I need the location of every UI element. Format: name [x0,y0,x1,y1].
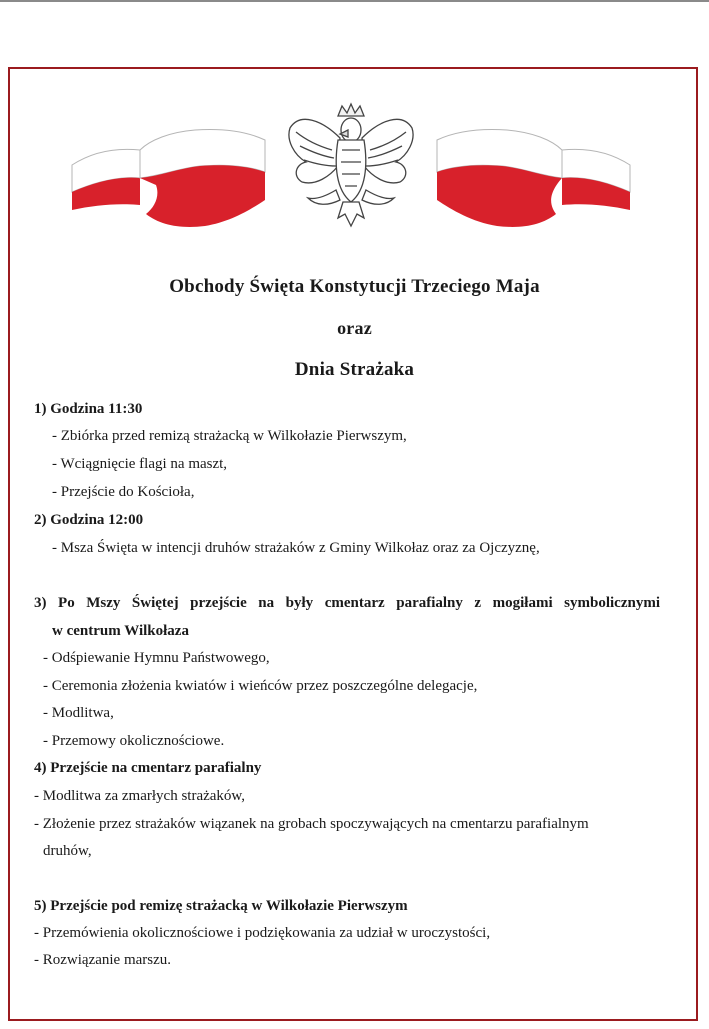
section-4-item-cont: druhów, [43,843,92,859]
section-3-item: - Modlitwa, [43,705,114,721]
title-line-2: oraz [337,318,372,338]
section-3-heading: 3) Po Mszy Świętej przejście na były cmentarz parafialny z mogiłami symbolicznymi [34,595,660,611]
section-2-item: - Msza Święta w intencji druhów strażaków z Gminy Wilkołaz oraz za Ojczyznę, [52,540,540,556]
title-line-1: Obchody Święta Konstytucji Trzeciego Maja [169,276,540,297]
section-5-item: - Rozwiązanie marszu. [34,952,172,968]
section-1-item: - Przejście do Kościoła, [52,484,195,500]
section-4-item: - Złożenie przez strażaków wiązanek na grobach spoczywających na cmentarzu parafialnym [34,816,589,832]
section-2-heading: 2) Godzina 12:00 [34,512,144,528]
section-4-heading: 4) Przejście na cmentarz parafialny [34,760,262,776]
section-5-item: - Przemówienia okolicznościowe i podziękowania za udział w uroczystości, [34,925,491,941]
section-3-heading-cont: w centrum Wilkołaza [52,623,189,639]
section-4-item: - Modlitwa za zmarłych strażaków, [34,788,246,804]
section-1-heading: 1) Godzina 11:30 [34,401,143,417]
section-3-item: - Odśpiewanie Hymnu Państwowego, [43,650,270,666]
right-flag-ribbon-icon [437,129,630,226]
header-art [0,0,709,240]
title-line-3: Dnia Strażaka [294,359,415,380]
section-1-item: - Wciągnięcie flagi na maszt, [52,456,228,472]
left-flag-ribbon-icon [72,129,265,226]
section-1-item: - Zbiórka przed remizą strażacką w Wilkołazie Pierwszym, [52,428,407,444]
section-5-heading: 5) Przejście pod remizę strażacką w Wilkołazie Pierwszym [34,898,408,914]
white-eagle-emblem-icon [289,104,413,226]
section-3-item: - Przemowy okolicznościowe. [43,733,225,749]
section-3-item: - Ceremonia złożenia kwiatów i wieńców przez poszczególne delegacje, [43,678,478,694]
